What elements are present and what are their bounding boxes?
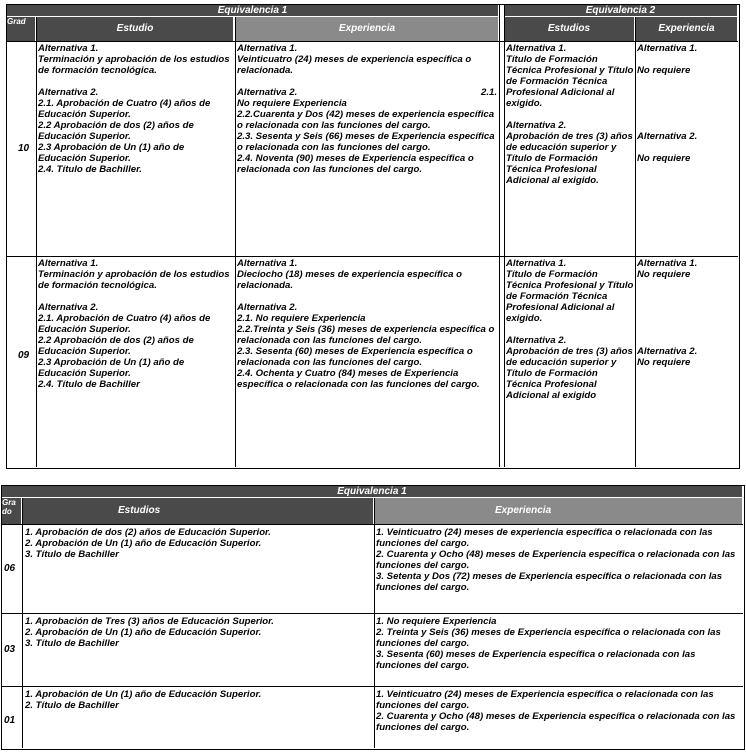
row03-studies-item: 2. Aprobación de Un (1) año de Educación Superior. bbox=[25, 627, 262, 638]
row10-exp-a2-item: 2.4. Noventa (90) meses de Experiencia específica o relacionada con las funciones del cargo. bbox=[237, 153, 474, 175]
row10-experience bbox=[237, 43, 497, 255]
row09-exp2-a1-text: No requiere bbox=[637, 269, 691, 280]
row09-studies-a1-text: Terminación y aprobación de los estudios de formación tecnológica. bbox=[38, 269, 230, 291]
row03-exp-item: 3. Sesenta (60) meses de Experiencia específica o relacionada con las funciones del cargo. bbox=[376, 649, 696, 671]
header-studies-label: Estudio bbox=[116, 23, 154, 34]
header-equivalencia-1 bbox=[7, 5, 498, 16]
row09-studies2-a1-title: Alternativa 1. bbox=[506, 258, 567, 269]
row10-exp-a2-title bbox=[237, 87, 497, 98]
header-experience-lower bbox=[375, 498, 742, 524]
row10-exp-a1-title: Alternativa 1. bbox=[237, 43, 298, 54]
row10-studies-a2-title: Alternativa 2. bbox=[38, 87, 99, 98]
row10-studies2-a1-text: Título de Formación Técnica Profesional y Título de Formación Técnica Profesional Adicional al exigido. bbox=[506, 54, 634, 109]
row01-experience bbox=[376, 689, 741, 747]
row03-exp-item: 1. No requiere Experiencia bbox=[376, 616, 497, 627]
row09-exp-a1-title: Alternativa 1. bbox=[237, 258, 298, 269]
row10-studies2-a2-title: Alternativa 2. bbox=[506, 120, 567, 131]
header-grade-lower bbox=[2, 498, 21, 524]
row01-exp-item: 1. Veinticuatro (24) meses de Experiencia específica o relacionada con las funciones del cargo. bbox=[376, 689, 714, 711]
row10-studies-a1-title: Alternativa 1. bbox=[38, 43, 99, 54]
row09-exp-a1-text: Dieciocho (18) meses de experiencia específica o relacionada. bbox=[237, 269, 463, 291]
row10-exp-a2-item: 2.3. Sesenta y Seis (66) meses de Experiencia específica o relacionada con las funciones del cargo. bbox=[237, 131, 495, 153]
header-grade bbox=[7, 17, 35, 41]
header-studies-lower bbox=[23, 498, 373, 524]
row10-exp2-a2-title: Alternativa 2. bbox=[637, 131, 698, 142]
row10-studies-a2-item: 2.2 Aprobación de dos (2) años de Educación Superior. bbox=[38, 120, 194, 142]
header-experience-2 bbox=[636, 17, 737, 41]
row09-exp-a2-item: 2.4. Ochenta y Cuatro (84) meses de Experiencia específica o relacionada con las funciones del cargo. bbox=[237, 368, 480, 390]
row09-studies-a2-item: 2.4. Título de Bachiller bbox=[38, 379, 140, 390]
header-equivalencia-1-label: Equivalencia 1 bbox=[217, 5, 288, 16]
row09-exp-a2-item: 2.3. Sesenta (60) meses de Experiencia específica o relacionada con las funciones del cargo. bbox=[237, 346, 473, 368]
grade-09: 09 bbox=[18, 350, 30, 361]
row09-studies-2 bbox=[506, 258, 634, 466]
row09-exp-a2-title: Alternativa 2. bbox=[237, 302, 298, 313]
row09-exp-a2-item: 2.1. No requiere Experiencia bbox=[237, 313, 366, 324]
header-experience-lower-label: Experiencia bbox=[495, 505, 552, 516]
header-grade-lower-label: Gra do bbox=[2, 498, 16, 516]
row06-exp-item: 3. Setenta y Dos (72) meses de Experiencia específica o relacionada con las funciones del cargo. bbox=[376, 571, 723, 593]
row01-exp-item: 2. Cuarenta y Ocho (48) meses de Experiencia específica o relacionada con las funciones del cargo. bbox=[376, 711, 736, 733]
row09-studies2-a2-title: Alternativa 2. bbox=[506, 335, 567, 346]
row10-experience-2 bbox=[637, 43, 737, 255]
row01-studies bbox=[25, 689, 373, 747]
header-equivalencia-1-lower-label: Equivalencia 1 bbox=[337, 486, 407, 497]
header-grade-label: Grad bbox=[7, 17, 26, 26]
header-equivalencia-1-lower bbox=[2, 486, 742, 497]
row09-studies bbox=[38, 258, 234, 466]
row01-studies-item: 2. Título de Bachiller bbox=[25, 700, 119, 711]
row06-exp-item: 2. Cuarenta y Ocho (48) meses de Experiencia específica o relacionada con las funciones del cargo. bbox=[376, 549, 736, 571]
header-experience-2-label: Experiencia bbox=[658, 23, 715, 34]
row10-exp-a1-text: Veinticuatro (24) meses de experiencia específica o relacionada. bbox=[237, 54, 472, 76]
row10-exp-a2-item: 2.2.Cuarenta y Dos (42) meses de experiencia específica o relacionada con las funciones del cargo. bbox=[237, 109, 495, 131]
header-studies-2-label: Estudios bbox=[547, 23, 591, 34]
grade-10: 10 bbox=[18, 143, 30, 154]
row10-studies bbox=[38, 43, 234, 255]
header-studies bbox=[37, 17, 233, 41]
grade-03: 03 bbox=[4, 644, 16, 655]
row09-experience-2 bbox=[637, 258, 737, 466]
header-studies-2 bbox=[504, 17, 634, 41]
row03-exp-item: 2. Treinta y Seis (36) meses de Experiencia específica o relacionada con las funciones del cargo. bbox=[376, 627, 721, 649]
row09-exp2-a1-title: Alternativa 1. bbox=[637, 258, 698, 269]
row10-studies-2 bbox=[506, 43, 634, 255]
row10-studies2-a2-text: Aprobación de tres (3) años de educación superior y Título de Formación Técnica Profesional Adicional al exigido. bbox=[506, 131, 633, 186]
row10-studies2-a1-title: Alternativa 1. bbox=[506, 43, 567, 54]
row09-studies2-a2-text: Aprobación de tres (3) años de educación superior y Título de Formación Técnica Profesional Adicional al exigido bbox=[506, 346, 633, 401]
row01-studies-item: 1. Aprobación de Un (1) año de Educación Superior. bbox=[25, 689, 262, 700]
row09-studies-a2-item: 2.2 Aprobación de dos (2) años de Educación Superior. bbox=[38, 335, 194, 357]
header-studies-lower-label: Estudios bbox=[118, 505, 161, 516]
row10-exp-a2-title-text: Alternativa 2. bbox=[237, 87, 298, 98]
row09-experience bbox=[237, 258, 497, 466]
row09-studies-a1-title: Alternativa 1. bbox=[38, 258, 99, 269]
row10-exp2-a1-text: No requiere bbox=[637, 65, 691, 76]
row10-exp-a2-item: No requiere Experiencia bbox=[237, 98, 347, 109]
row09-exp2-a2-text: No requiere bbox=[637, 357, 691, 368]
row09-studies-a2-item: 2.3 Aprobación de Un (1) año de Educación Superior. bbox=[38, 357, 185, 379]
row06-experience bbox=[376, 527, 741, 612]
row10-exp2-a1-title: Alternativa 1. bbox=[637, 43, 698, 54]
row09-studies-a2-item: 2.1. Aprobación de Cuatro (4) años de Educación Superior. bbox=[38, 313, 211, 335]
grade-01: 01 bbox=[4, 715, 16, 726]
row06-studies bbox=[25, 527, 373, 612]
row09-exp-a2-item: 2.2.Treinta y Seis (36) meses de experiencia específica o relacionada con las funciones del cargo. bbox=[237, 324, 495, 346]
grade-06: 06 bbox=[4, 563, 16, 574]
row09-studies2-a1-text: Título de Formación Técnica Profesional y Título de Formación Técnica Profesional Adicional al exigido. bbox=[506, 269, 634, 324]
row09-studies-a2-title: Alternativa 2. bbox=[38, 302, 99, 313]
header-equivalencia-2 bbox=[504, 5, 737, 16]
row10-studies-a1-text: Terminación y aprobación de los estudios de formación tecnológica. bbox=[38, 54, 230, 76]
row10-exp-a2-marker: 2.1. bbox=[480, 87, 497, 98]
row10-studies-a2-item: 2.3 Aprobación de Un (1) año de Educación Superior. bbox=[38, 142, 185, 164]
header-experience bbox=[236, 17, 498, 41]
row06-studies-item: 3. Título de Bachiller bbox=[25, 549, 119, 560]
header-equivalencia-2-label: Equivalencia 2 bbox=[585, 5, 656, 16]
row10-studies-a2-item: 2.1. Aprobación de Cuatro (4) años de Educación Superior. bbox=[38, 98, 211, 120]
row03-studies-item: 1. Aprobación de Tres (3) años de Educación Superior. bbox=[25, 616, 274, 627]
row10-studies-a2-item: 2.4. Título de Bachiller. bbox=[38, 164, 142, 175]
row03-experience bbox=[376, 616, 741, 685]
header-experience-label: Experiencia bbox=[338, 23, 396, 34]
row03-studies-item: 3. Título de Bachiller bbox=[25, 638, 119, 649]
row06-exp-item: 1. Veinticuatro (24) meses de experiencia específica o relacionada con las funciones del cargo. bbox=[376, 527, 713, 549]
row03-studies bbox=[25, 616, 373, 685]
row09-exp2-a2-title: Alternativa 2. bbox=[637, 346, 698, 357]
row10-exp2-a2-text: No requiere bbox=[637, 153, 691, 164]
row06-studies-item: 2. Aprobación de Un (1) año de Educación Superior. bbox=[25, 538, 262, 549]
row06-studies-item: 1. Aprobación de dos (2) años de Educación Superior. bbox=[25, 527, 271, 538]
